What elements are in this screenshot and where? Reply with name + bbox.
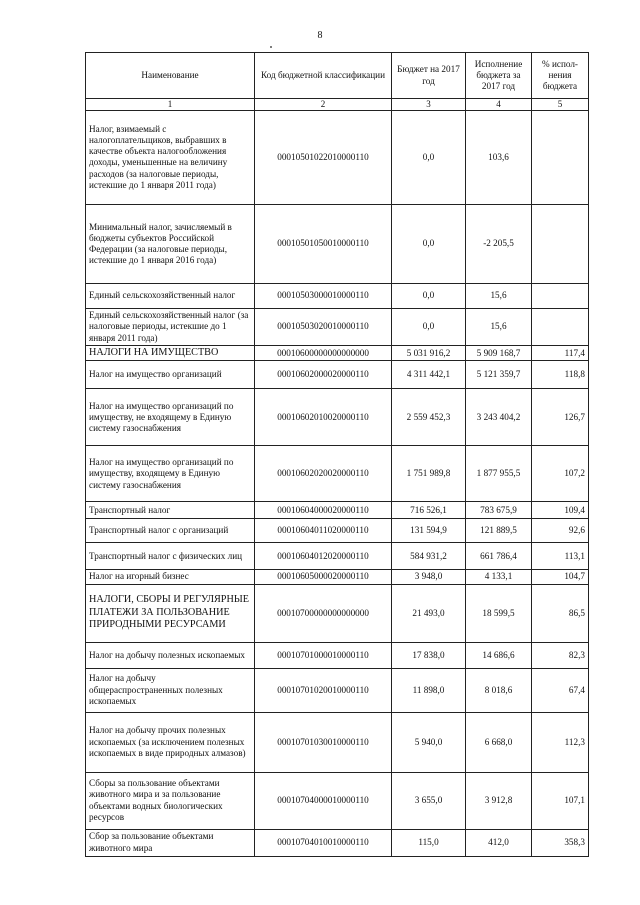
row-name: Сбор за пользование объектами животного мира [86, 829, 255, 856]
column-number: 3 [392, 99, 466, 111]
row-name: Транспортный налог с организаций [86, 519, 255, 543]
row-percent: 358,3 [532, 829, 589, 856]
row-percent: 113,1 [532, 543, 589, 570]
header-name: Наименование [86, 53, 255, 99]
row-percent [532, 204, 589, 283]
budget-table [85, 52, 589, 857]
row-execution: 103,6 [466, 110, 532, 204]
column-number: 1 [86, 99, 255, 111]
row-name: Налог на имущество организаций [86, 361, 255, 389]
column-number-row [86, 99, 589, 111]
table-row [86, 204, 589, 283]
table-row [86, 389, 589, 446]
row-percent: 86,5 [532, 584, 589, 642]
row-percent: 67,4 [532, 668, 589, 712]
row-percent [532, 283, 589, 308]
row-budget: 3 655,0 [392, 772, 466, 829]
row-execution: 3 243 404,2 [466, 389, 532, 446]
row-code: 00010704000010000110 [255, 772, 392, 829]
row-code: 00010604011020000110 [255, 519, 392, 543]
row-budget: 0,0 [392, 204, 466, 283]
row-budget: 0,0 [392, 308, 466, 345]
row-execution: 18 599,5 [466, 584, 532, 642]
row-code: 00010605000020000110 [255, 570, 392, 584]
table-row [86, 110, 589, 204]
column-number: 4 [466, 99, 532, 111]
row-name: Налог на добычу общераспространенных полезных ископаемых [86, 668, 255, 712]
table-row [86, 519, 589, 543]
row-execution: 5 121 359,7 [466, 361, 532, 389]
row-budget: 3 948,0 [392, 570, 466, 584]
row-budget: 2 559 452,3 [392, 389, 466, 446]
row-name: Единый сельскохозяйственный налог (за налоговые периоды, истекшие до 1 января 2011 года) [86, 308, 255, 345]
row-code: 00010700000000000000 [255, 584, 392, 642]
row-percent: 126,7 [532, 389, 589, 446]
row-budget: 17 838,0 [392, 642, 466, 668]
header-row [86, 53, 589, 99]
row-budget: 716 526,1 [392, 502, 466, 519]
row-code: 00010701030010000110 [255, 712, 392, 772]
row-code: 00010602020020000110 [255, 446, 392, 502]
row-execution: 6 668,0 [466, 712, 532, 772]
row-name: Транспортный налог с физических лиц [86, 543, 255, 570]
row-budget: 4 311 442,1 [392, 361, 466, 389]
column-number: 2 [255, 99, 392, 111]
row-code: 00010503020010000110 [255, 308, 392, 345]
scan-speck [270, 46, 272, 48]
row-execution: 783 675,9 [466, 502, 532, 519]
table-row [86, 570, 589, 584]
row-execution: 8 018,6 [466, 668, 532, 712]
row-percent: 112,3 [532, 712, 589, 772]
row-name: Единый сельскохозяйственный налог [86, 283, 255, 308]
row-code: 00010602000020000110 [255, 361, 392, 389]
header-percent: % испол-нения бюджета [532, 53, 589, 99]
row-execution: 1 877 955,5 [466, 446, 532, 502]
table-row [86, 446, 589, 502]
row-percent: 107,2 [532, 446, 589, 502]
row-code: 00010503000010000110 [255, 283, 392, 308]
row-budget: 5 940,0 [392, 712, 466, 772]
table-row [86, 345, 589, 360]
row-name: Сборы за пользование объектами животного мира и за пользование объектами водных биологических ресурсов [86, 772, 255, 829]
row-execution: 121 889,5 [466, 519, 532, 543]
table-row [86, 668, 589, 712]
row-execution: 14 686,6 [466, 642, 532, 668]
row-execution: 15,6 [466, 283, 532, 308]
row-budget: 21 493,0 [392, 584, 466, 642]
row-budget: 115,0 [392, 829, 466, 856]
row-execution: -2 205,5 [466, 204, 532, 283]
row-budget: 584 931,2 [392, 543, 466, 570]
header-code: Код бюджетной классификации [255, 53, 392, 99]
row-execution: 412,0 [466, 829, 532, 856]
row-code: 00010501022010000110 [255, 110, 392, 204]
table-row [86, 642, 589, 668]
row-budget: 0,0 [392, 110, 466, 204]
row-name: Налог на добычу полезных ископаемых [86, 642, 255, 668]
row-name: Минимальный налог, зачисляемый в бюджеты субъектов Российской Федерации (за налоговые периоды, истекшие до 1 января 2016 года) [86, 204, 255, 283]
page-number: 8 [317, 30, 323, 41]
row-code: 00010604012020000110 [255, 543, 392, 570]
table-row [86, 361, 589, 389]
row-name: Налог на добычу прочих полезных ископаемых (за исключением полезных ископаемых в виде природных алмазов) [86, 712, 255, 772]
table-row [86, 584, 589, 642]
row-budget: 131 594,9 [392, 519, 466, 543]
table-row [86, 502, 589, 519]
table-row [86, 712, 589, 772]
row-percent: 118,8 [532, 361, 589, 389]
row-budget: 5 031 916,2 [392, 345, 466, 360]
row-percent [532, 110, 589, 204]
row-percent: 104,7 [532, 570, 589, 584]
row-budget: 11 898,0 [392, 668, 466, 712]
row-percent: 82,3 [532, 642, 589, 668]
row-code: 00010501050010000110 [255, 204, 392, 283]
table-row [86, 772, 589, 829]
row-name: Налог на имущество организаций по имуществу, входящему в Единую систему газоснабжения [86, 446, 255, 502]
row-code: 00010701020010000110 [255, 668, 392, 712]
row-code: 00010701000010000110 [255, 642, 392, 668]
row-code: 00010602010020000110 [255, 389, 392, 446]
row-execution: 5 909 168,7 [466, 345, 532, 360]
row-name: НАЛОГИ НА ИМУЩЕСТВО [86, 345, 255, 360]
row-execution: 661 786,4 [466, 543, 532, 570]
row-budget: 0,0 [392, 283, 466, 308]
row-name: Налог на имущество организаций по имуществу, не входящему в Единую систему газоснабжения [86, 389, 255, 446]
table-row [86, 829, 589, 856]
row-code: 00010604000020000110 [255, 502, 392, 519]
row-name: Налог, взимаемый с налогоплательщиков, выбравших в качестве объекта налогообложения доходы, уменьшенные на величину расходов (за налоговые периоды, истекшие до 1 января 2011 года) [86, 110, 255, 204]
row-code: 00010600000000000000 [255, 345, 392, 360]
table-row [86, 283, 589, 308]
row-execution: 15,6 [466, 308, 532, 345]
header-execution: Исполнение бюджета за 2017 год [466, 53, 532, 99]
row-budget: 1 751 989,8 [392, 446, 466, 502]
column-number: 5 [532, 99, 589, 111]
row-percent: 117,4 [532, 345, 589, 360]
row-percent: 92,6 [532, 519, 589, 543]
table-row [86, 308, 589, 345]
row-percent [532, 308, 589, 345]
row-code: 00010704010010000110 [255, 829, 392, 856]
row-percent: 109,4 [532, 502, 589, 519]
row-name: Транспортный налог [86, 502, 255, 519]
row-name: НАЛОГИ, СБОРЫ И РЕГУЛЯРНЫЕ ПЛАТЕЖИ ЗА ПОЛЬЗОВАНИЕ ПРИРОДНЫМИ РЕСУРСАМИ [86, 584, 255, 642]
header-budget: Бюджет на 2017 год [392, 53, 466, 99]
row-execution: 3 912,8 [466, 772, 532, 829]
row-execution: 4 133,1 [466, 570, 532, 584]
table-row [86, 543, 589, 570]
row-name: Налог на игорный бизнес [86, 570, 255, 584]
row-percent: 107,1 [532, 772, 589, 829]
